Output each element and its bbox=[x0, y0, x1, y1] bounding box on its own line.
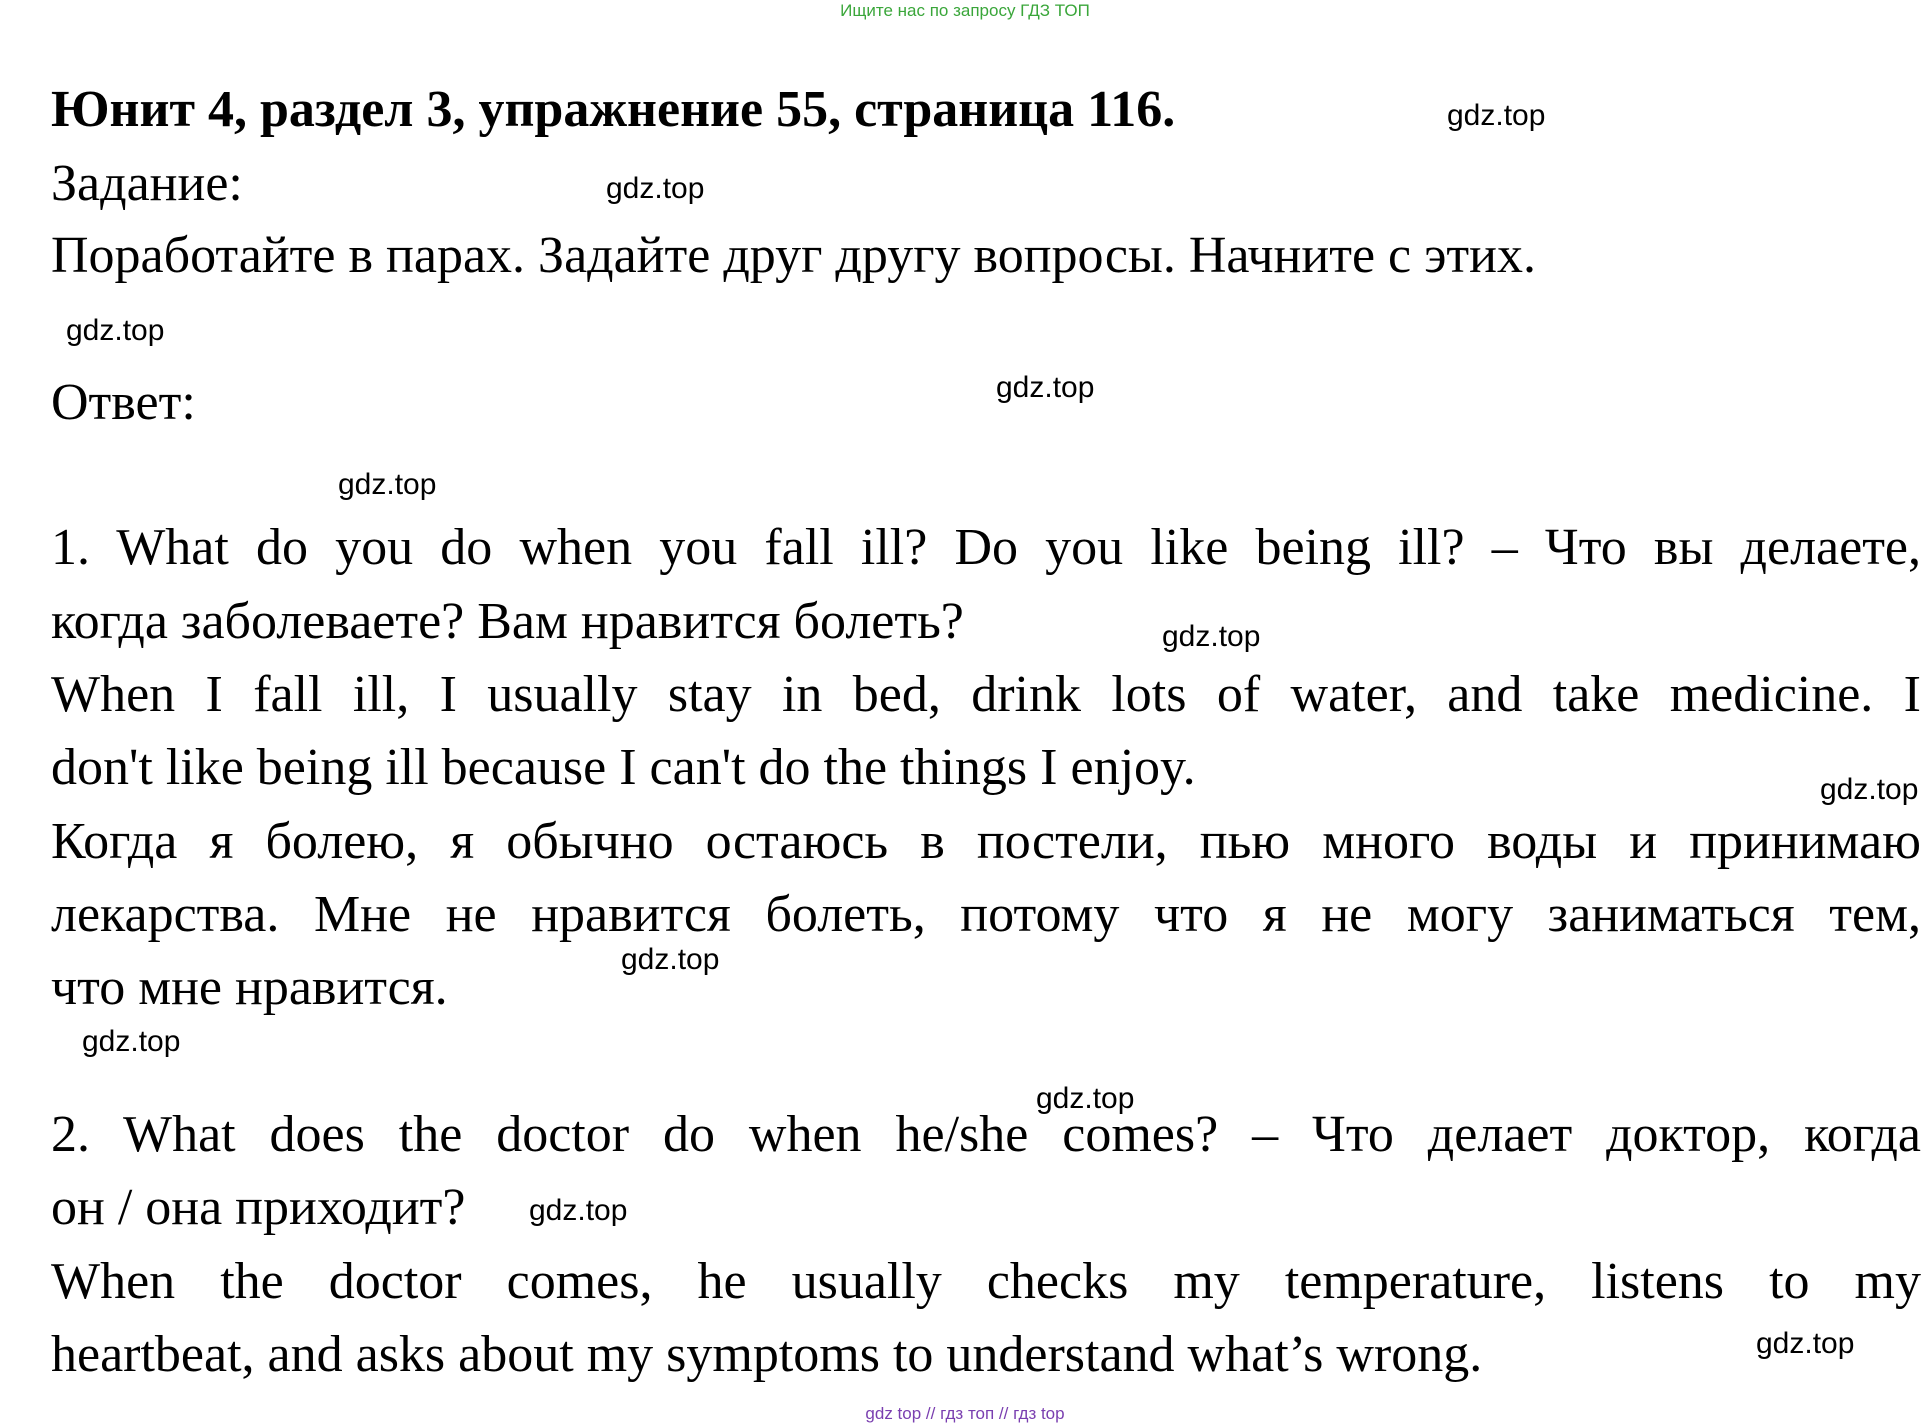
question-1-line-2: когда заболеваете? Вам нравится болеть? bbox=[51, 593, 964, 650]
answer-1-russian-line-1: Когда я болею, я обычно остаюсь в постели, пью много воды и принимаю bbox=[51, 813, 1921, 870]
top-promo-banner: Ищите нас по запросу ГДЗ ТОП bbox=[840, 1, 1090, 20]
footer-promo-banner: gdz top // гдз топ // гдз top bbox=[865, 1404, 1065, 1423]
watermark: gdz.top bbox=[338, 468, 437, 501]
watermark: gdz.top bbox=[1447, 99, 1546, 132]
answer-1-english-line-1: When I fall ill, I usually stay in bed, drink lots of water, and take medicine. I bbox=[51, 666, 1921, 723]
answer-1-english-line-2: don't like being ill because I can't do the things I enjoy. bbox=[51, 739, 1196, 796]
watermark: gdz.top bbox=[1756, 1327, 1855, 1360]
question-2-line-2: он / она приходит? bbox=[51, 1179, 466, 1236]
watermark: gdz.top bbox=[1162, 620, 1261, 653]
watermark: gdz.top bbox=[621, 943, 720, 976]
answer-label: Ответ: bbox=[51, 374, 196, 431]
answer-1-russian-line-2: лекарства. Мне не нравится болеть, потому что я не могу заниматься тем, bbox=[51, 886, 1921, 943]
page-title: Юнит 4, раздел 3, упражнение 55, страница 116. bbox=[51, 81, 1176, 138]
watermark: gdz.top bbox=[82, 1025, 181, 1058]
watermark: gdz.top bbox=[1820, 773, 1919, 806]
watermark: gdz.top bbox=[66, 314, 165, 347]
task-text: Поработайте в парах. Задайте друг другу вопросы. Начните с этих. bbox=[51, 227, 1536, 284]
answer-2-english-line-1: When the doctor comes, he usually checks my temperature, listens to my bbox=[51, 1253, 1921, 1310]
watermark: gdz.top bbox=[1036, 1082, 1135, 1115]
watermark: gdz.top bbox=[996, 371, 1095, 404]
task-label: Задание: bbox=[51, 155, 243, 212]
answer-2-english-line-2: heartbeat, and asks about my symptoms to understand what’s wrong. bbox=[51, 1326, 1483, 1383]
watermark: gdz.top bbox=[529, 1194, 628, 1227]
answer-1-russian-line-3: что мне нравится. bbox=[51, 959, 448, 1016]
question-2-line-1: 2. What does the doctor do when he/she comes? – Что делает доктор, когда bbox=[51, 1106, 1921, 1163]
question-1-line-1: 1. What do you do when you fall ill? Do you like being ill? – Что вы делаете, bbox=[51, 519, 1921, 576]
watermark: gdz.top bbox=[606, 172, 705, 205]
